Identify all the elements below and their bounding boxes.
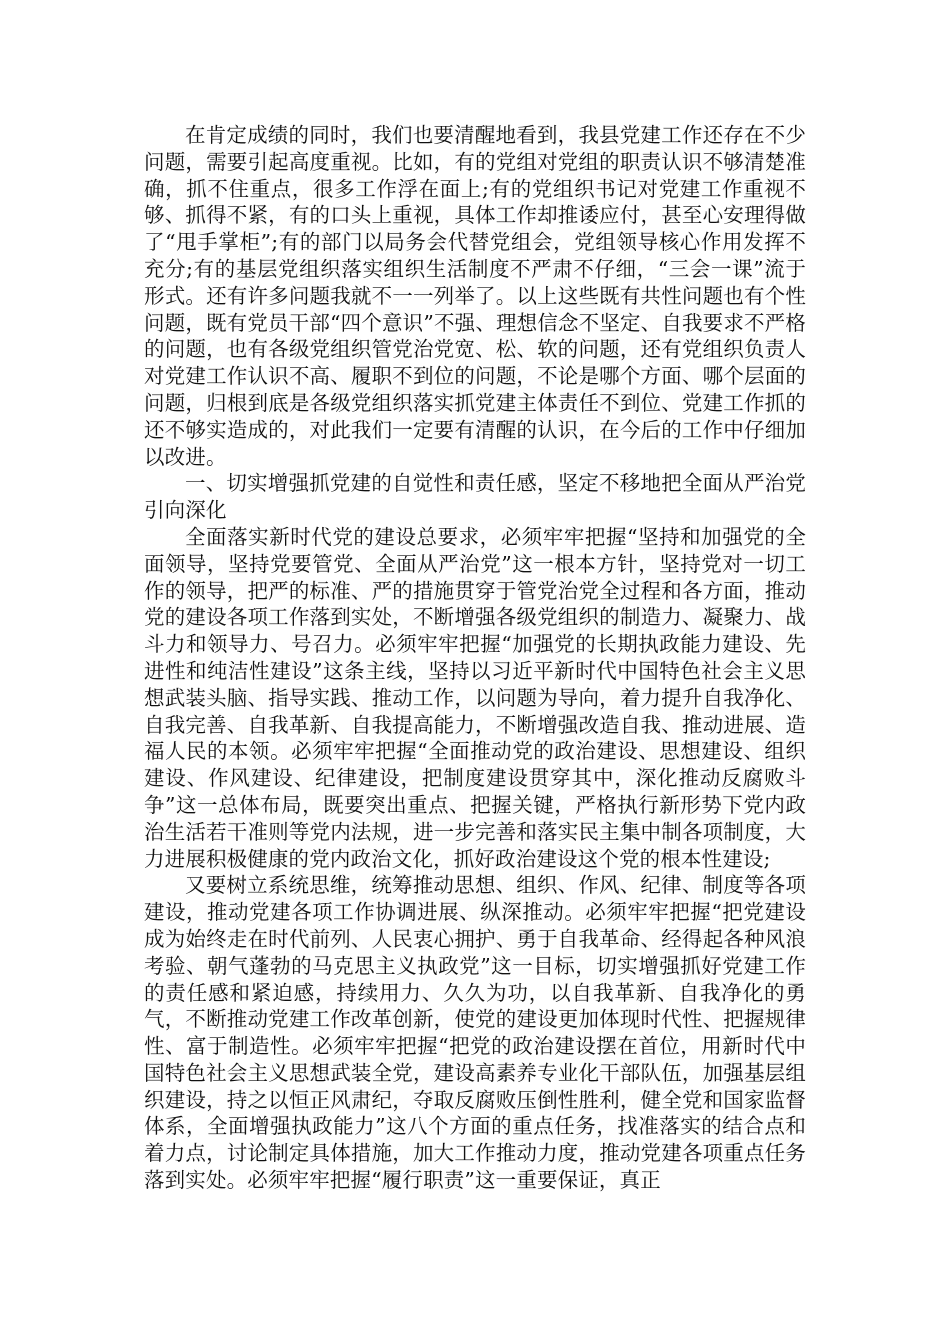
paragraph-requirements: 全面落实新时代党的建设总要求，必须牢牢把握“坚持和加强党的全面领导，坚持党要管党、全面从严治党”这一根本方针，坚持党对一切工作的领导，把严的标准、严的措施贯穿于管党治党全过程和各方面，推动党的建设各项工作落到实处，不断增强各级党组织的制造力、凝聚力、战斗力和领导力、号召力。必须牢牢把握“加强党的长期执政能力建设、先进性和纯洁性建设”这条主线，坚持以习近平新时代中国特色社会主义思想武装头脑、指导实践、推动工作，以问题为导向，着力提升自我净化、自我完善、自我革新、自我提高能力，不断增强改造自我、推动进展、造福人民的本领。必须牢牢把握“全面推动党的政治建设、思想建设、组织建设、作风建设、纪律建设，把制度建设贯穿其中，深化推动反腐败斗争”这一总体布局，既要突出重点、把握关键，严格执行新形势下党内政治生活若干准则等党内法规，进一步完善和落实民主集中制各项制度，大力进展积极健康的党内政治文化，抓好政治建设这个党的根本性建设; [144,524,806,871]
paragraph-system-thinking: 又要树立系统思维，统筹推动思想、组织、作风、纪律、制度等各项建设，推动党建各项工作协调进展、纵深推动。必须牢牢把握“把党建设成为始终走在时代前列、人民衷心拥护、勇于自我革命、经得起各种风浪考验、朝气蓬勃的马克思主义执政党”这一目标，切实增强抓好党建工作的责任感和紧迫感，持续用力、久久为功，以自我革新、自我净化的勇气，不断推动党建工作改革创新，使党的建设更加体现时代性、把握规律性、富于制造性。必须牢牢把握“把党的政治建设摆在首位，用新时代中国特色社会主义思想武装全党，建设高素养专业化干部队伍，加强基层组织建设，持之以恒正风肃纪，夺取反腐败压倒性胜利，健全党和国家监督体系，全面增强执政能力”这八个方面的重点任务，找准落实的结合点和着力点，讨论制定具体措施，加大工作推动力度，推动党建各项重点任务落到实处。必须牢牢把握“履行职责”这一重要保证，真正 [144,873,806,1193]
document-body [144,122,806,1194]
section-heading-1: 一、切实增强抓党建的自觉性和责任感，坚定不移地把全面从严治党引向深化 [144,471,806,523]
paragraph-problems: 在肯定成绩的同时，我们也要清醒地看到，我县党建工作还存在不少问题，需要引起高度重视。比如，有的党组对党组的职责认识不够清楚准确，抓不住重点，很多工作浮在面上;有的党组织书记对党建工作重视不够、抓得不紧，有的口头上重视，具体工作却推诿应付，甚至心安理得做了“甩手掌柜”;有的部门以局务会代替党组会，党组领导核心作用发挥不充分;有的基层党组织落实组织生活制度不严肃不仔细，“三会一课”流于形式。还有许多问题我就不一一列举了。以上这些既有共性问题也有个性问题，既有党员干部“四个意识”不强、理想信念不坚定、自我要求不严格的问题，也有各级党组织管党治党宽、松、软的问题，还有党组织负责人对党建工作认识不高、履职不到位的问题，不论是哪个方面、哪个层面的问题，归根到底是各级党组织落实抓党建主体责任不到位、党建工作抓的还不够实造成的，对此我们一定要有清醒的认识，在今后的工作中仔细加以改进。 [144,123,806,469]
